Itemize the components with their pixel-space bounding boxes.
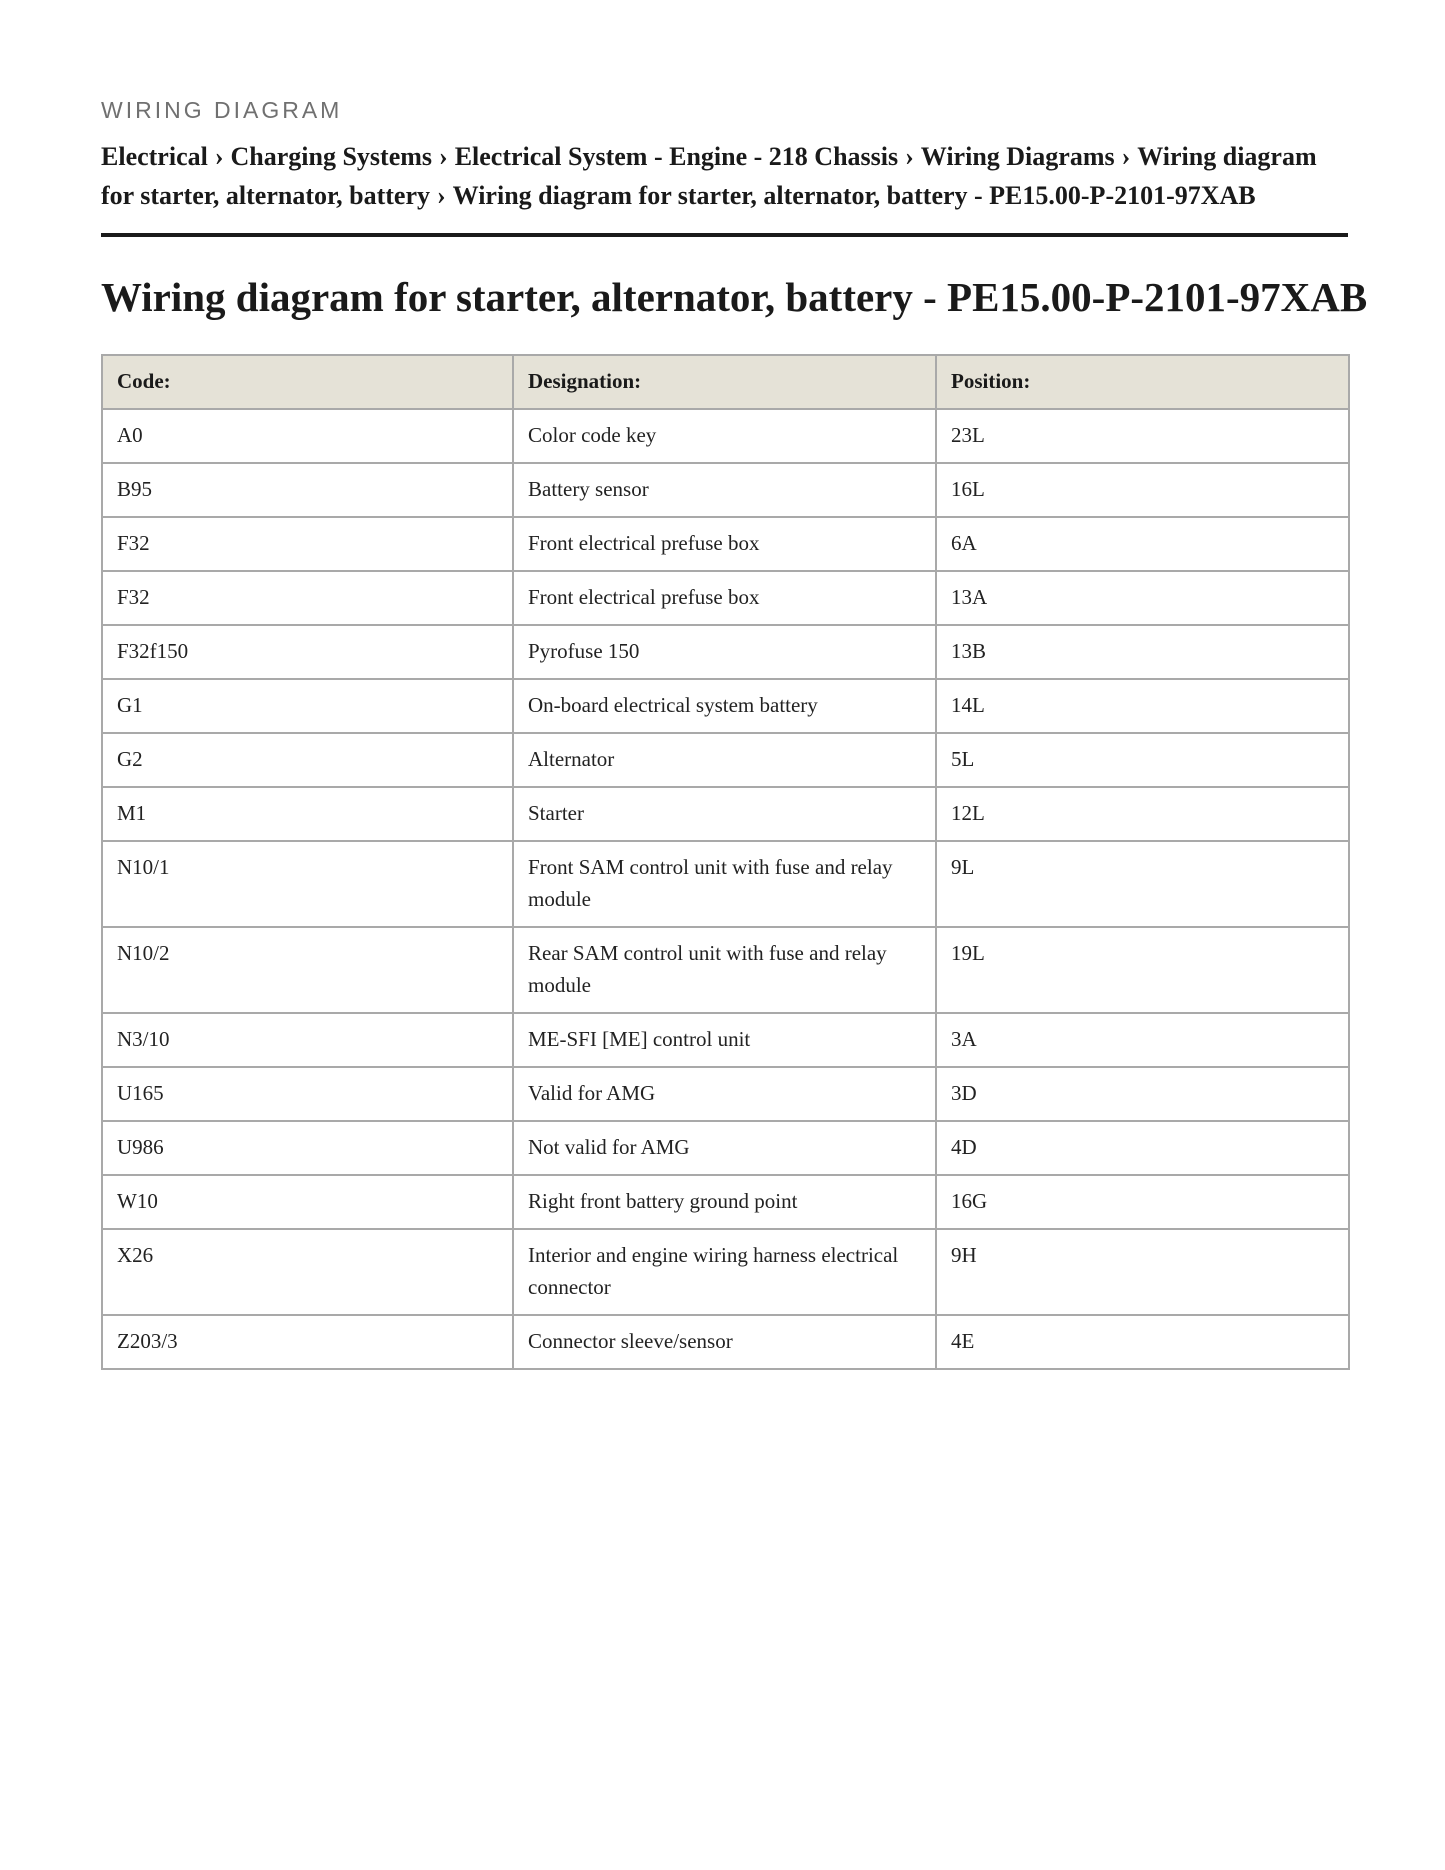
designation-cell: Color code key	[513, 409, 936, 463]
code-cell: W10	[102, 1175, 513, 1229]
page-title: Wiring diagram for starter, alternator, battery - PE15.00-P-2101-97XAB	[101, 274, 1368, 320]
table-row	[102, 787, 1349, 841]
position-cell: 13B	[936, 625, 1349, 679]
code-cell: F32	[102, 517, 513, 571]
code-cell: B95	[102, 463, 513, 517]
table-row	[102, 571, 1349, 625]
code-cell: G2	[102, 733, 513, 787]
designation-cell: Interior and engine wiring harness electrical connector	[513, 1229, 936, 1315]
breadcrumb-item: Wiring diagram for starter, alternator, battery - PE15.00-P-2101-97XAB	[452, 181, 1256, 210]
code-cell: N3/10	[102, 1013, 513, 1067]
position-cell: 16L	[936, 463, 1349, 517]
code-cell: F32	[102, 571, 513, 625]
code-cell: M1	[102, 787, 513, 841]
breadcrumb	[101, 137, 1348, 237]
designation-cell: On-board electrical system battery	[513, 679, 936, 733]
position-cell: 12L	[936, 787, 1349, 841]
designation-cell: Pyrofuse 150	[513, 625, 936, 679]
breadcrumb-item: Electrical System - Engine - 218 Chassis	[454, 142, 899, 171]
breadcrumb-item: Wiring Diagrams	[920, 142, 1115, 171]
table-row	[102, 409, 1349, 463]
table-row	[102, 733, 1349, 787]
table-row	[102, 1315, 1349, 1369]
position-cell: 19L	[936, 927, 1349, 1013]
code-cell: U165	[102, 1067, 513, 1121]
table-row	[102, 841, 1349, 927]
breadcrumb-separator: ›	[439, 142, 448, 171]
table-row	[102, 625, 1349, 679]
table-header-row	[102, 355, 1349, 409]
code-cell: X26	[102, 1229, 513, 1315]
position-cell: 9H	[936, 1229, 1349, 1315]
table-row	[102, 463, 1349, 517]
position-cell: 3A	[936, 1013, 1349, 1067]
table-row	[102, 1121, 1349, 1175]
breadcrumb-separator: ›	[1121, 142, 1131, 171]
column-header-code: Code:	[102, 355, 513, 409]
position-cell: 6A	[936, 517, 1349, 571]
designation-cell: Not valid for AMG	[513, 1121, 936, 1175]
designation-cell: Battery sensor	[513, 463, 936, 517]
position-cell: 16G	[936, 1175, 1349, 1229]
table-row	[102, 1175, 1349, 1229]
position-cell: 5L	[936, 733, 1349, 787]
component-table	[101, 354, 1350, 1370]
document-page	[101, 0, 1368, 1370]
designation-cell: Valid for AMG	[513, 1067, 936, 1121]
designation-cell: Right front battery ground point	[513, 1175, 936, 1229]
position-cell: 4D	[936, 1121, 1349, 1175]
table-row	[102, 679, 1349, 733]
breadcrumb-separator: ›	[437, 181, 446, 210]
code-cell: G1	[102, 679, 513, 733]
breadcrumb-item: Wiring diagram for starter, alternator, battery	[101, 142, 1317, 210]
designation-cell: Front SAM control unit with fuse and relay module	[513, 841, 936, 927]
code-cell: F32f150	[102, 625, 513, 679]
position-cell: 14L	[936, 679, 1349, 733]
designation-cell: Alternator	[513, 733, 936, 787]
designation-cell: Front electrical prefuse box	[513, 517, 936, 571]
position-cell: 13A	[936, 571, 1349, 625]
code-cell: N10/1	[102, 841, 513, 927]
section-label: WIRING DIAGRAM	[101, 97, 343, 123]
column-header-designation: Designation:	[513, 355, 936, 409]
position-cell: 23L	[936, 409, 1349, 463]
designation-cell: Front electrical prefuse box	[513, 571, 936, 625]
table-row	[102, 1229, 1349, 1315]
designation-cell: Connector sleeve/sensor	[513, 1315, 936, 1369]
breadcrumb-separator: ›	[214, 142, 224, 171]
table-row	[102, 1067, 1349, 1121]
code-cell: N10/2	[102, 927, 513, 1013]
breadcrumb-item: Electrical	[101, 142, 208, 171]
code-cell: A0	[102, 409, 513, 463]
table-row	[102, 517, 1349, 571]
position-cell: 4E	[936, 1315, 1349, 1369]
table-body	[102, 409, 1349, 1369]
designation-cell: Starter	[513, 787, 936, 841]
code-cell: U986	[102, 1121, 513, 1175]
designation-cell: Rear SAM control unit with fuse and relay module	[513, 927, 936, 1013]
position-cell: 9L	[936, 841, 1349, 927]
position-cell: 3D	[936, 1067, 1349, 1121]
breadcrumb-item: Charging Systems	[230, 142, 433, 171]
code-cell: Z203/3	[102, 1315, 513, 1369]
breadcrumb-separator: ›	[905, 142, 914, 171]
table-row	[102, 1013, 1349, 1067]
table-row	[102, 927, 1349, 1013]
designation-cell: ME-SFI [ME] control unit	[513, 1013, 936, 1067]
column-header-position: Position:	[936, 355, 1349, 409]
